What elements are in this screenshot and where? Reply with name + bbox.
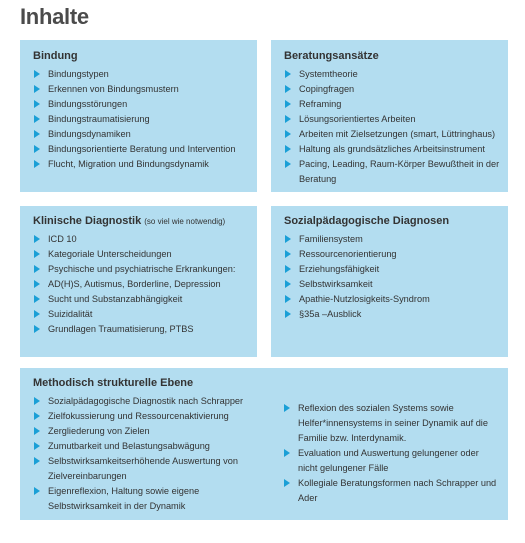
list-item — [33, 127, 257, 142]
two-column-list — [33, 394, 508, 514]
item-list-right — [283, 401, 498, 514]
arrow-bullet-icon — [34, 487, 40, 495]
item-list — [284, 232, 508, 322]
list-item-text: Bindungsorientierte Beratung und Intervention — [48, 144, 236, 154]
list-item-text: Bindungsstörungen — [48, 99, 128, 109]
list-item — [33, 394, 283, 409]
arrow-bullet-icon — [285, 85, 291, 93]
list-item-text: Erziehungsfähigkeit — [299, 264, 380, 274]
list-item — [33, 322, 257, 337]
list-item — [284, 277, 508, 292]
arrow-bullet-icon — [34, 145, 40, 153]
arrow-bullet-icon — [34, 265, 40, 273]
list-item-text: Systemtheorie — [299, 69, 358, 79]
list-item-text: Selbstwirksamkeit — [299, 279, 373, 289]
list-item — [284, 97, 508, 112]
list-item-text: Kollegiale Beratungsformen nach Schrapper und Ader — [298, 478, 497, 503]
panel-klinische-diagnostik — [20, 206, 257, 357]
list-item-text: Bindungstypen — [48, 69, 109, 79]
list-item — [33, 247, 257, 262]
list-item — [284, 112, 508, 127]
page-title: Inhalte — [20, 4, 89, 29]
list-item-text: Sucht und Substanzabhängigkeit — [48, 294, 183, 304]
list-item-text: ICD 10 — [48, 234, 77, 244]
arrow-bullet-icon — [285, 100, 291, 108]
panel-beratungsansaetze — [271, 40, 508, 192]
panel-title-text: Klinische Diagnostik — [33, 215, 142, 227]
list-item — [284, 127, 508, 142]
panel-title: Methodisch strukturelle Ebene — [33, 377, 194, 389]
list-item — [33, 424, 283, 439]
arrow-bullet-icon — [34, 412, 40, 420]
list-item — [284, 232, 508, 247]
list-item — [33, 292, 257, 307]
list-item — [33, 112, 257, 127]
list-item — [33, 277, 257, 292]
arrow-bullet-icon — [285, 295, 291, 303]
list-item — [33, 409, 283, 424]
list-item — [33, 157, 257, 172]
arrow-bullet-icon — [284, 449, 290, 457]
arrow-bullet-icon — [34, 457, 40, 465]
panel-sozialpaedagogische-diagnosen — [271, 206, 508, 357]
list-item — [283, 476, 498, 506]
arrow-bullet-icon — [284, 404, 290, 412]
list-item — [33, 307, 257, 322]
list-item-text: Familiensystem — [299, 234, 363, 244]
arrow-bullet-icon — [34, 130, 40, 138]
arrow-bullet-icon — [285, 115, 291, 123]
arrow-bullet-icon — [34, 427, 40, 435]
list-item-text: Apathie-Nutzlosigkeits-Syndrom — [299, 294, 430, 304]
list-item-text: Pacing, Leading, Raum-Körper Bewußtheit in der Beratung — [299, 159, 500, 184]
arrow-bullet-icon — [285, 265, 291, 273]
list-item — [284, 247, 508, 262]
list-item — [284, 142, 508, 157]
list-item-text: Bindungstraumatisierung — [48, 114, 150, 124]
list-item-text: Reflexion des sozialen Systems sowie Helfer*innensystems in seiner Dynamik auf die Familie bzw. Interdynamik. — [298, 403, 488, 443]
arrow-bullet-icon — [34, 295, 40, 303]
list-item — [284, 67, 508, 82]
list-item-text: Bindungsdynamiken — [48, 129, 131, 139]
list-item — [33, 82, 257, 97]
panel-title: Sozialpädagogische Diagnosen — [284, 215, 450, 227]
arrow-bullet-icon — [285, 160, 291, 168]
arrow-bullet-icon — [34, 235, 40, 243]
arrow-bullet-icon — [285, 70, 291, 78]
list-item-text: Lösungsorientiertes Arbeiten — [299, 114, 416, 124]
list-item-text: Zumutbarkeit und Belastungsabwägung — [48, 441, 210, 451]
arrow-bullet-icon — [34, 325, 40, 333]
panel-title-note: (so viel wie notwendig) — [144, 217, 226, 226]
list-item-text: Psychische und psychiatrische Erkrankungen: — [48, 264, 236, 274]
list-item — [283, 401, 498, 446]
arrow-bullet-icon — [285, 250, 291, 258]
item-list-left — [33, 394, 283, 514]
arrow-bullet-icon — [34, 310, 40, 318]
arrow-bullet-icon — [34, 70, 40, 78]
list-item-text: Zielfokussierung und Ressourcenaktivierung — [48, 411, 229, 421]
arrow-bullet-icon — [34, 397, 40, 405]
arrow-bullet-icon — [34, 442, 40, 450]
list-item-text: Suizidalität — [48, 309, 93, 319]
arrow-bullet-icon — [34, 160, 40, 168]
panel-title: Bindung — [33, 50, 78, 62]
list-item — [33, 454, 258, 484]
list-item-text: §35a –Ausblick — [299, 309, 362, 319]
list-item-text: Erkennen von Bindungsmustern — [48, 84, 179, 94]
list-item-text: Selbstwirksamkeitserhöhende Auswertung von Zielvereinbarungen — [48, 456, 238, 481]
item-list — [33, 67, 257, 172]
arrow-bullet-icon — [285, 310, 291, 318]
panel-title — [33, 214, 257, 229]
list-item-text: Sozialpädagogische Diagnostik nach Schrapper — [48, 396, 244, 406]
item-list — [33, 232, 257, 337]
panel-methodisch-strukturelle-ebene — [20, 368, 508, 520]
arrow-bullet-icon — [285, 145, 291, 153]
arrow-bullet-icon — [285, 235, 291, 243]
list-item-text: Flucht, Migration und Bindungsdynamik — [48, 159, 209, 169]
arrow-bullet-icon — [34, 250, 40, 258]
list-item-text: Arbeiten mit Zielsetzungen (smart, Lüttringhaus) — [299, 129, 496, 139]
list-item-text: Zergliederung von Zielen — [48, 426, 150, 436]
arrow-bullet-icon — [34, 100, 40, 108]
list-item — [33, 439, 283, 454]
panel-title: Beratungsansätze — [284, 50, 379, 62]
list-item-text: AD(H)S, Autismus, Borderline, Depression — [48, 279, 221, 289]
list-item — [284, 307, 508, 322]
list-item-text: Copingfragen — [299, 84, 355, 94]
list-item-text: Evaluation und Auswertung gelungener oder nicht gelungener Fälle — [298, 448, 479, 473]
list-item-text: Ressourcenorientierung — [299, 249, 397, 259]
list-item — [33, 142, 257, 157]
arrow-bullet-icon — [285, 280, 291, 288]
list-item — [33, 97, 257, 112]
arrow-bullet-icon — [34, 280, 40, 288]
list-item-text: Eigenreflexion, Haltung sowie eigene Selbstwirksamkeit in der Dynamik — [48, 486, 200, 511]
arrow-bullet-icon — [34, 115, 40, 123]
list-item — [33, 67, 257, 82]
list-item — [284, 262, 508, 277]
list-item-text: Kategoriale Unterscheidungen — [48, 249, 172, 259]
list-item-text: Haltung als grundsätzliches Arbeitsinstrument — [299, 144, 485, 154]
arrow-bullet-icon — [34, 85, 40, 93]
item-list — [284, 67, 508, 187]
list-item — [284, 292, 508, 307]
list-item — [33, 262, 257, 277]
arrow-bullet-icon — [285, 130, 291, 138]
arrow-bullet-icon — [284, 479, 290, 487]
list-item — [33, 484, 258, 514]
list-item — [33, 232, 257, 247]
list-item — [284, 82, 508, 97]
list-item-text: Grundlagen Traumatisierung, PTBS — [48, 324, 194, 334]
list-item-text: Reframing — [299, 99, 342, 109]
list-item — [283, 446, 498, 476]
list-item — [284, 157, 504, 187]
panel-bindung — [20, 40, 257, 192]
